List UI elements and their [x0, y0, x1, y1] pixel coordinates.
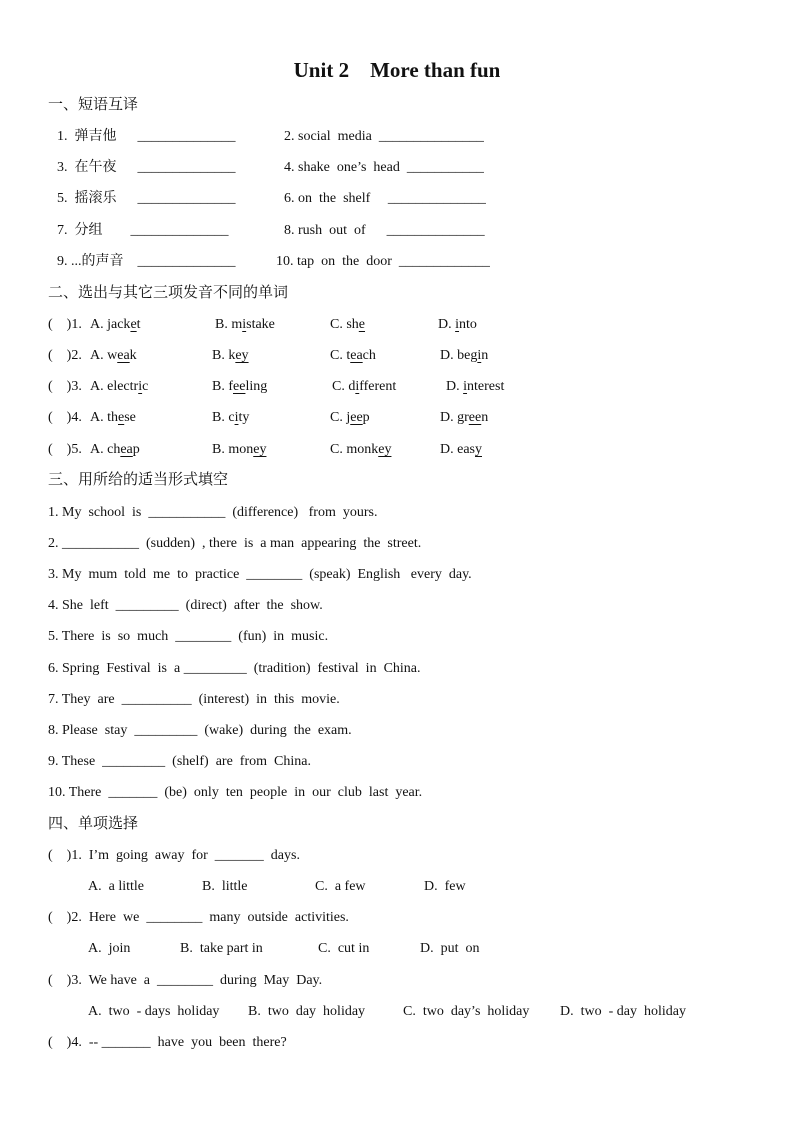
underlined-letters: i [455, 317, 460, 332]
option-text: B. mon [212, 442, 254, 457]
option-text: A. jack [90, 317, 131, 332]
underlined-letters: i [242, 317, 247, 332]
mc-option: B. little [202, 879, 248, 894]
option-text: A. ch [90, 442, 121, 457]
option-d [440, 409, 488, 427]
underlined-letters: ee [468, 410, 482, 425]
option-b [212, 347, 249, 365]
option-text: D. [446, 379, 464, 394]
answer-bracket: ( )5. [48, 442, 82, 457]
answer-bracket: ( )3. [48, 379, 82, 394]
option-text: p [362, 410, 370, 425]
mc-question: ( )3. We have a ________ during May Day. [48, 973, 323, 988]
phrase-item: 10. tap on the door _____________ [276, 254, 490, 269]
phrase-item: 2. social media _______________ [284, 129, 484, 144]
answer-bracket: ( )4. [48, 410, 82, 425]
option-b [215, 316, 275, 334]
option-text: C. t [330, 348, 351, 363]
mc-option: B. two day holiday [248, 1004, 366, 1019]
section-heading-2: 二、选出与其它三项发音不同的单词 [48, 285, 289, 301]
option-c [330, 347, 376, 365]
mc-question: ( )1. I’m going away for _______ days. [48, 848, 300, 863]
option-text: fferent [359, 379, 397, 394]
underlined-letters: ea [120, 442, 133, 457]
option-text: B. f [212, 379, 233, 394]
underlined-letters: e [118, 410, 125, 425]
option-a [90, 316, 141, 334]
phrase-item: 5. 摇滚乐 ______________ [57, 191, 236, 206]
option-text: nterest [467, 379, 505, 394]
underlined-letters: ea [350, 348, 363, 363]
mc-option: A. two - days holiday [88, 1004, 220, 1019]
option-d [440, 441, 482, 459]
option-a [90, 441, 140, 459]
option-text: c [142, 379, 149, 394]
mc-option: B. take part in [180, 941, 263, 956]
fill-item: 6. Spring Festival is a _________ (tradition) festival in China. [48, 661, 421, 676]
mc-option: D. few [424, 879, 466, 894]
option-text: C. monk [330, 442, 379, 457]
option-d [440, 347, 488, 365]
section-heading-4: 四、单项选择 [48, 816, 139, 832]
underlined-letters: y [475, 442, 482, 457]
option-text: C. d [332, 379, 356, 394]
option-text: n [481, 348, 489, 363]
option-text: D. eas [440, 442, 475, 457]
phrase-item: 4. shake one’s head ___________ [284, 160, 484, 175]
option-text: p [132, 442, 140, 457]
option-d [438, 316, 477, 334]
underlined-letters: i [477, 348, 482, 363]
option-text: A. th [90, 410, 118, 425]
answer-bracket: ( )1. [48, 317, 82, 332]
option-text: t [136, 317, 141, 332]
option-c [332, 378, 396, 396]
option-text: A. electr [90, 379, 139, 394]
mc-option: A. join [88, 941, 131, 956]
fill-item: 3. My mum told me to practice ________ (speak) English every day. [48, 567, 472, 582]
phrase-item: 9. ...的声音 ______________ [57, 254, 236, 269]
underlined-letters: ey [235, 348, 249, 363]
option-text: A. w [90, 348, 118, 363]
option-text: D. beg [440, 348, 478, 363]
underlined-letters: e [130, 317, 137, 332]
option-text: D. gr [440, 410, 469, 425]
underlined-letters: ey [253, 442, 267, 457]
option-text: n [481, 410, 489, 425]
mc-option: C. two day’s holiday [403, 1004, 530, 1019]
option-text: ty [238, 410, 250, 425]
option-text: B. c [212, 410, 235, 425]
phrase-item: 3. 在午夜 ______________ [57, 160, 236, 175]
phrase-item: 6. on the shelf ______________ [284, 191, 486, 206]
fill-item: 9. These _________ (shelf) are from China. [48, 754, 311, 769]
mc-option: D. put on [420, 941, 480, 956]
fill-item: 10. There _______ (be) only ten people in our club last year. [48, 785, 423, 800]
option-text: ch [362, 348, 376, 363]
option-text: stake [246, 317, 275, 332]
phrase-item: 1. 弹吉他 ______________ [57, 129, 236, 144]
fill-item: 5. There is so much ________ (fun) in music. [48, 629, 329, 644]
fill-item: 7. They are __________ (interest) in this movie. [48, 692, 340, 707]
option-text: D. [438, 317, 456, 332]
underlined-letters: ee [233, 379, 246, 394]
underlined-letters: ea [117, 348, 130, 363]
fill-item: 2. ___________ (sudden) , there is a man appearing the street. [48, 536, 422, 551]
phrase-item: 8. rush out of ______________ [284, 223, 485, 238]
option-a [90, 409, 136, 427]
option-text: se [124, 410, 136, 425]
mc-option: D. two - day holiday [560, 1004, 686, 1019]
option-text: B. m [215, 317, 243, 332]
mc-option: C. cut in [318, 941, 370, 956]
option-a [90, 347, 137, 365]
option-text: nto [459, 317, 477, 332]
option-text: C. j [330, 410, 351, 425]
underlined-letters: e [358, 317, 366, 332]
underlined-letters: i [234, 410, 239, 425]
option-c [330, 316, 365, 334]
fill-item: 1. My school is ___________ (difference) from yours. [48, 505, 378, 520]
option-b [212, 441, 266, 459]
phrase-item: 7. 分组 ______________ [57, 223, 229, 238]
fill-item: 4. She left _________ (direct) after the show. [48, 598, 323, 613]
option-a [90, 378, 148, 396]
underlined-letters: i [355, 379, 360, 394]
fill-item: 8. Please stay _________ (wake) during the exam. [48, 723, 352, 738]
page-title: Unit 2 More than fun [293, 58, 501, 82]
section-heading-1: 一、短语互译 [48, 97, 139, 113]
option-c [330, 441, 391, 459]
option-text: C. sh [330, 317, 359, 332]
option-text: B. k [212, 348, 236, 363]
option-text: k [129, 348, 137, 363]
underlined-letters: i [138, 379, 143, 394]
section-heading-3: 三、用所给的适当形式填空 [48, 472, 229, 488]
mc-question: ( )2. Here we ________ many outside activities. [48, 910, 349, 925]
option-d [446, 378, 504, 396]
option-c [330, 409, 370, 427]
option-b [212, 409, 249, 427]
option-text: ling [245, 379, 268, 394]
underlined-letters: ee [350, 410, 363, 425]
answer-bracket: ( )2. [48, 348, 82, 363]
underlined-letters: ey [378, 442, 392, 457]
mc-option: A. a little [88, 879, 144, 894]
mc-option: C. a few [315, 879, 366, 894]
underlined-letters: i [463, 379, 468, 394]
option-b [212, 378, 267, 396]
mc-question: ( )4. -- _______ have you been there? [48, 1035, 287, 1050]
